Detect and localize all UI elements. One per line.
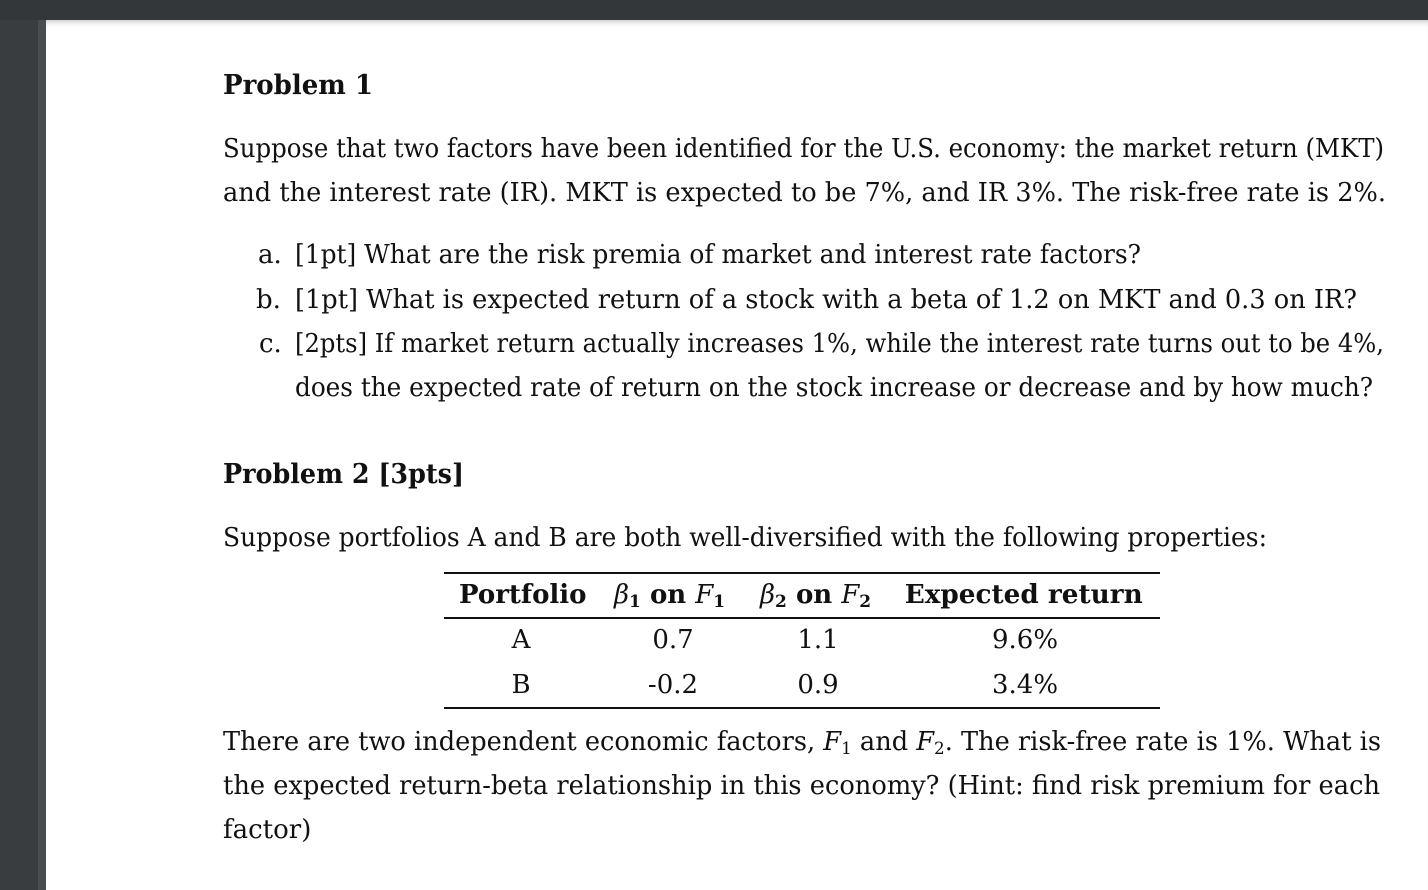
problem2-intro: Suppose portfolios A and B are both well-diversified with the following properties:: [223, 523, 1267, 553]
problem2-closing-line3: factor): [223, 815, 312, 845]
item-b-text: [1pt] What is expected return of a stock with a beta of 1.2 on MKT and 0.3 on IR?: [295, 285, 1357, 315]
row-b-beta2: 0.9: [797, 670, 839, 700]
closing-f2-symbol: F: [916, 727, 935, 757]
closing-text-b: . The risk-free rate is 1%. What is: [944, 727, 1381, 757]
viewer-left-panel: [0, 20, 38, 890]
problem2-closing-line2: the expected return-beta relationship in this economy? (Hint: find risk premium for each: [223, 771, 1380, 801]
row-b-expected: 3.4%: [991, 670, 1059, 700]
row-b-portfolio: B: [511, 670, 531, 700]
problem1-title: Problem 1: [223, 70, 373, 101]
closing-f1-symbol: F: [823, 727, 842, 757]
closing-f1-subscript: 1: [841, 739, 852, 759]
item-c-text-line1: [2pts] If market return actually increases 1%, while the interest rate turns out to be 4%,: [295, 329, 1384, 359]
beta2-symbol: β: [760, 580, 776, 610]
beta1-symbol: β: [614, 580, 630, 610]
problem2-title: Problem 2 [3pts]: [223, 459, 464, 490]
beta1-subscript: 1: [629, 592, 641, 612]
f2-symbol: F: [841, 580, 860, 610]
problem2-closing-line1: [223, 727, 1381, 759]
header-beta2: [760, 580, 872, 612]
header-beta1: [614, 580, 726, 612]
header-expected-return: Expected return: [904, 580, 1143, 610]
row-a-expected: 9.6%: [991, 625, 1059, 655]
header-portfolio: Portfolio: [459, 580, 587, 610]
item-c-label: c.: [259, 329, 282, 359]
f2-subscript: 2: [859, 592, 872, 612]
row-a-beta2: 1.1: [797, 625, 839, 655]
window-top-bar: [0, 0, 1428, 20]
closing-f2-subscript: 2: [934, 739, 945, 759]
f1-symbol: F: [695, 580, 714, 610]
row-a-portfolio: A: [511, 625, 531, 655]
beta1-on: on: [649, 580, 687, 610]
problem1-intro-line1: Suppose that two factors have been identified for the U.S. economy: the market return (MKT): [223, 134, 1384, 164]
item-a-label: a.: [258, 240, 282, 270]
document-page: [46, 20, 1428, 890]
item-b-label: b.: [256, 285, 281, 315]
closing-text-a: There are two independent economic factors,: [223, 727, 816, 757]
row-b-beta1: -0.2: [647, 670, 699, 700]
row-a-beta1: 0.7: [652, 625, 694, 655]
item-c-text-line2: does the expected rate of return on the stock increase or decrease and by how much?: [295, 373, 1373, 403]
beta2-on: on: [795, 580, 833, 610]
f1-subscript: 1: [713, 592, 726, 612]
viewer-left-panel-edge: [38, 20, 46, 890]
beta2-subscript: 2: [775, 592, 787, 612]
table-header-rule: [444, 617, 1160, 619]
table-bottom-rule: [444, 707, 1160, 709]
item-a-text: [1pt] What are the risk premia of market and interest rate factors?: [295, 240, 1141, 270]
table-top-rule: [444, 572, 1160, 574]
problem1-intro-line2: and the interest rate (IR). MKT is expected to be 7%, and IR 3%. The risk-free rate is 2%.: [223, 178, 1386, 208]
closing-and: and: [859, 727, 909, 757]
